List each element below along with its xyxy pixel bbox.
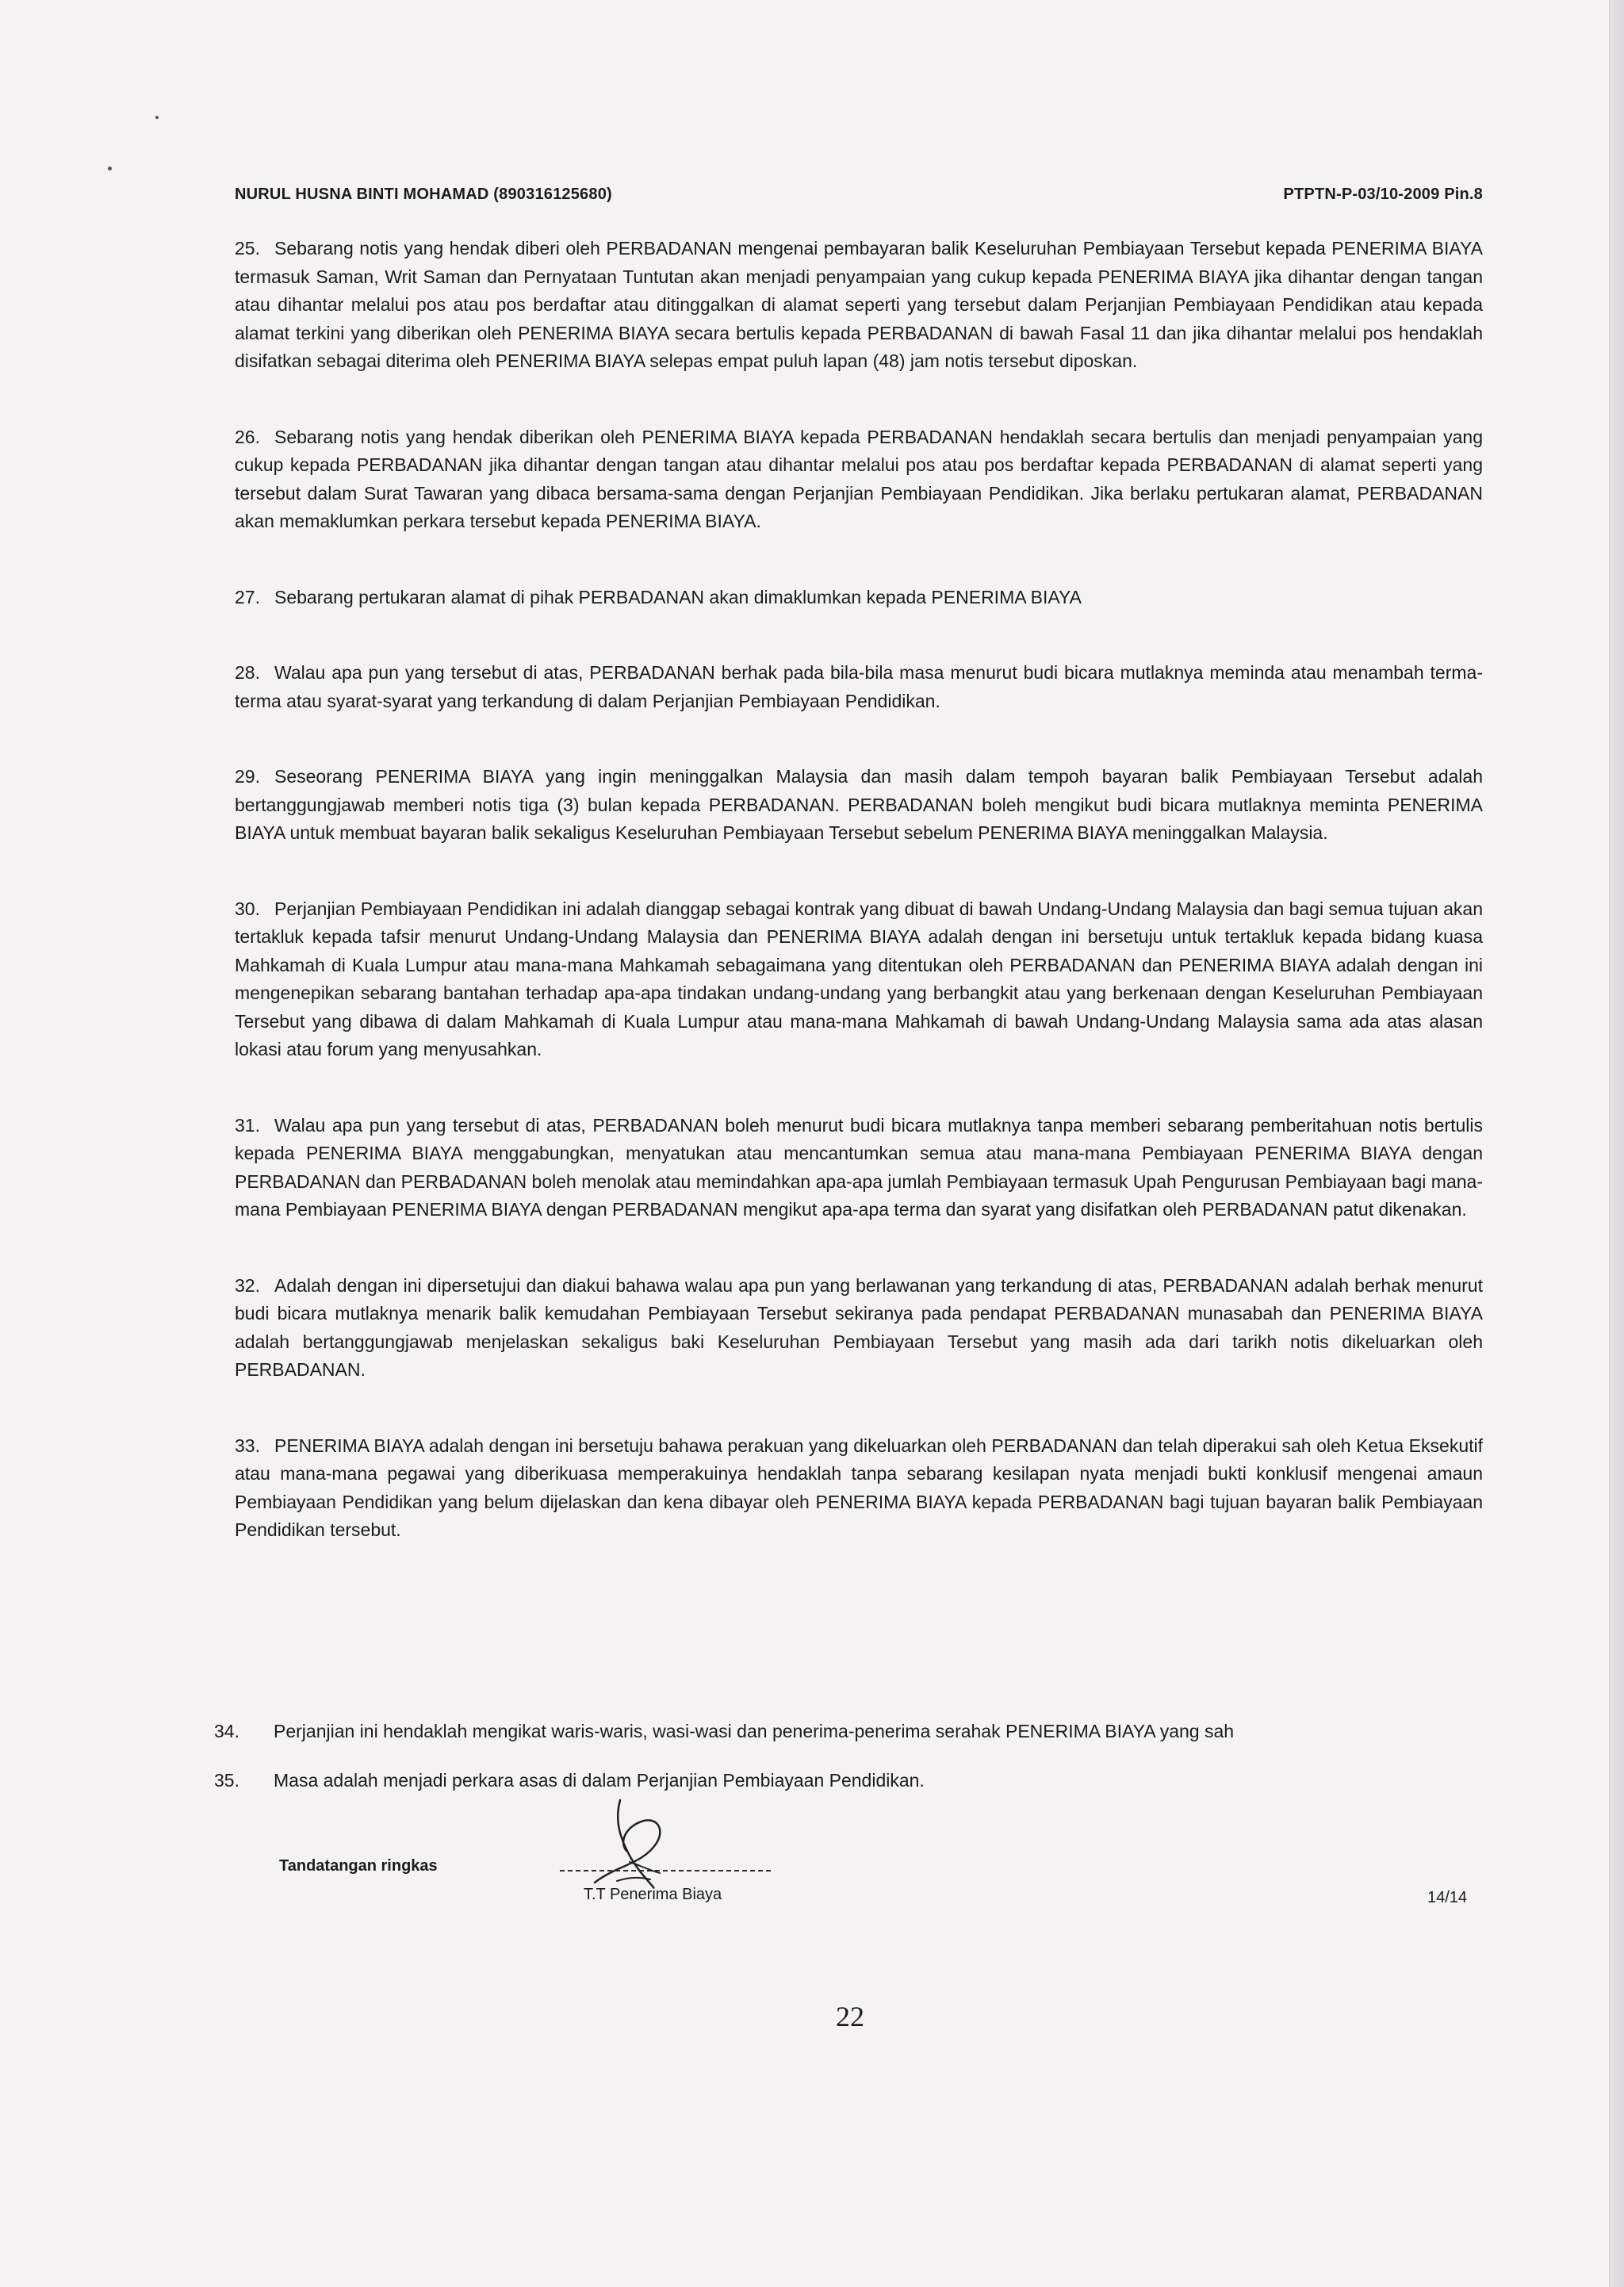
page-number: 22	[836, 2001, 864, 2032]
clause-28	[235, 659, 1483, 715]
clause-32	[235, 1272, 1483, 1385]
clause-number: 32.	[235, 1274, 260, 1296]
clause-number: 27.	[235, 586, 260, 607]
scan-speck	[108, 167, 112, 170]
clause-number: 25.	[235, 238, 260, 259]
clause-text: Walau apa pun yang tersebut di atas, PERBADANAN berhak pada bila-bila masa menurut budi bicara mutlaknya meminda atau menambah terma-terma atau syarat-syarat yang terkandung di dalam Perjanjian Pembiayaan Pendidikan.	[235, 662, 1483, 711]
recipient-name: NURUL HUSNA BINTI MOHAMAD (890316125680)	[235, 186, 612, 203]
page-edge	[1609, 0, 1624, 2287]
signature-caption: T.T Penerima Biaya	[584, 1886, 722, 1903]
clause-29	[235, 763, 1483, 848]
clause-35	[214, 1767, 925, 1795]
clause-number: 31.	[235, 1114, 260, 1136]
clause-number: 33.	[235, 1435, 260, 1456]
clause-text: Adalah dengan ini dipersetujui dan diakui bahawa walau apa pun yang berlawanan yang terkandung di atas, PERBADANAN adalah berhak menurut budi bicara mutlaknya menarik balik kemudahan Pembiayaan Tersebut sekiranya pada pendapat PERBADANAN munasabah dan PENERIMA BIAYA adalah bertanggungjawab menjelaskan sekaligus baki Keseluruhan Pembiayaan Tersebut yang masih ada dari tarikh notis dikeluarkan oleh PERBADANAN.	[235, 1274, 1483, 1380]
clause-text: Sebarang notis yang hendak diberi oleh PERBADANAN mengenai pembayaran balik Keseluruhan Pembiayaan Tersebut kepada PENERIMA BIAYA termasuk Saman, Writ Saman dan Pernyataan Tuntutan akan menjadi penyampaian yang cukup kepada PENERIMA BIAYA jika dihantar dengan tangan atau dihantar melalui pos atau pos berdaftar atau ditinggalkan di alamat seperti yang tersebut dalam Perjanjian Pembiayaan Pendidikan atau kepada alamat terkini yang diberikan oleh PENERIMA BIAYA secara bertulis kepada PERBADANAN di bawah Fasal 11 dan jika dihantar melalui pos hendaklah disifatkan sebagai diterima oleh PENERIMA BIAYA selepas empat puluh lapan (48) jam notis tersebut diposkan.	[235, 238, 1483, 371]
clause-26	[235, 423, 1483, 536]
clause-text: PENERIMA BIAYA adalah dengan ini bersetuju bahawa perakuan yang dikeluarkan oleh PERBADANAN dan telah diperakui sah oleh Ketua Eksekutif atau mana-mana pegawai yang diberikuasa memperakuinya hendaklah tanpa sebarang kesilapan nyata menjadi bukti konklusif mengenai amaun Pembiayaan Pendidikan yang belum dijelaskan dan kena dibayar oleh PENERIMA BIAYA kepada PERBADANAN bagi tujuan bayaran balik Pembiayaan Pendidikan tersebut.	[235, 1435, 1483, 1540]
clause-27	[235, 584, 1483, 612]
clause-number: 35.	[214, 1770, 239, 1791]
clause-text: Walau apa pun yang tersebut di atas, PERBADANAN boleh menurut budi bicara mutlaknya tanpa memberi sebarang pemberitahuan notis bertulis kepada PENERIMA BIAYA menggabungkan, menyatukan atau mencantumkan semua atau mana-mana Pembiayaan PENERIMA BIAYA dengan PERBADANAN dan PERBADANAN boleh menolak atau memindahkan apa-apa jumlah Pembiayaan termasuk Upah Pengurusan Pembiayaan bagi mana-mana Pembiayaan PENERIMA BIAYA dengan PERBADANAN mengikut apa-apa terma dan syarat yang disifatkan oleh PERBADANAN patut dikenakan.	[235, 1114, 1483, 1220]
clause-text: Perjanjian Pembiayaan Pendidikan ini adalah dianggap sebagai kontrak yang dibuat di bawah Undang-Undang Malaysia dan bagi semua tujuan akan tertakluk kepada tafsir menurut Undang-Undang Malaysia dan PENERIMA BIAYA adalah dengan ini bersetuju untuk tertakluk kepada bidang kuasa Mahkamah di Kuala Lumpur atau mana-mana Mahkamah sebagaimana yang ditentukan oleh PERBADANAN dan PENERIMA BIAYA adalah dengan ini mengenepikan sebarang bantahan terhadap apa-apa tindakan undang-undang yang berbangkit atau yang berkenaan dengan Keseluruhan Pembiayaan Tersebut yang dibawa di dalam Mahkamah di Kuala Lumpur atau mana-mana Mahkamah di bawah Undang-Undang Malaysia sama ada atas alasan lokasi atau forum yang menyusahkan.	[235, 898, 1483, 1059]
clause-number: 29.	[235, 766, 260, 787]
clause-33	[235, 1432, 1483, 1545]
clause-34	[214, 1718, 1234, 1745]
clause-30	[235, 895, 1483, 1064]
clause-number: 28.	[235, 662, 260, 683]
clause-text: Perjanjian ini hendaklah mengikat waris-waris, wasi-wasi dan penerima-penerima serahak PENERIMA BIAYA yang sah	[274, 1721, 1235, 1741]
scan-speck	[155, 116, 159, 119]
signature-label: Tandatangan ringkas	[279, 1857, 438, 1875]
clause-31	[235, 1112, 1483, 1224]
clause-text: Masa adalah menjadi perkara asas di dalam Perjanjian Pembiayaan Pendidikan.	[274, 1770, 925, 1791]
form-page-fraction: 14/14	[1427, 1889, 1468, 1906]
clause-number: 30.	[235, 898, 260, 919]
clauses-body	[235, 235, 1483, 1545]
clause-25	[235, 235, 1483, 376]
clause-number: 26.	[235, 426, 260, 447]
clause-text: Sebarang pertukaran alamat di pihak PERBADANAN akan dimaklumkan kepada PENERIMA BIAYA	[274, 586, 1082, 607]
clause-number: 34.	[214, 1721, 239, 1741]
clause-text: Seseorang PENERIMA BIAYA yang ingin meninggalkan Malaysia dan masih dalam tempoh bayaran balik Pembiayaan Tersebut adalah bertanggungjawab memberi notis tiga (3) bulan kepada PERBADANAN. PERBADANAN boleh mengikut budi bicara mutlaknya meminta PENERIMA BIAYA untuk membuat bayaran balik sekaligus Keseluruhan Pembiayaan Tersebut sebelum PENERIMA BIAYA meninggalkan Malaysia.	[235, 766, 1483, 843]
clause-text: Sebarang notis yang hendak diberikan oleh PENERIMA BIAYA kepada PERBADANAN hendaklah secara bertulis dan menjadi penyampaian yang cukup kepada PERBADANAN jika dihantar dengan tangan atau dihantar melalui pos atau pos berdaftar kepada PERBADANAN di alamat seperti yang tersebut dalam Surat Tawaran yang dibaca bersama-sama dengan Perjanjian Pembiayaan Pendidikan. Jika berlaku pertukaran alamat, PERBADANAN akan memaklumkan perkara tersebut kepada PENERIMA BIAYA.	[235, 426, 1483, 531]
form-code: PTPTN-P-03/10-2009 Pin.8	[1283, 186, 1483, 203]
